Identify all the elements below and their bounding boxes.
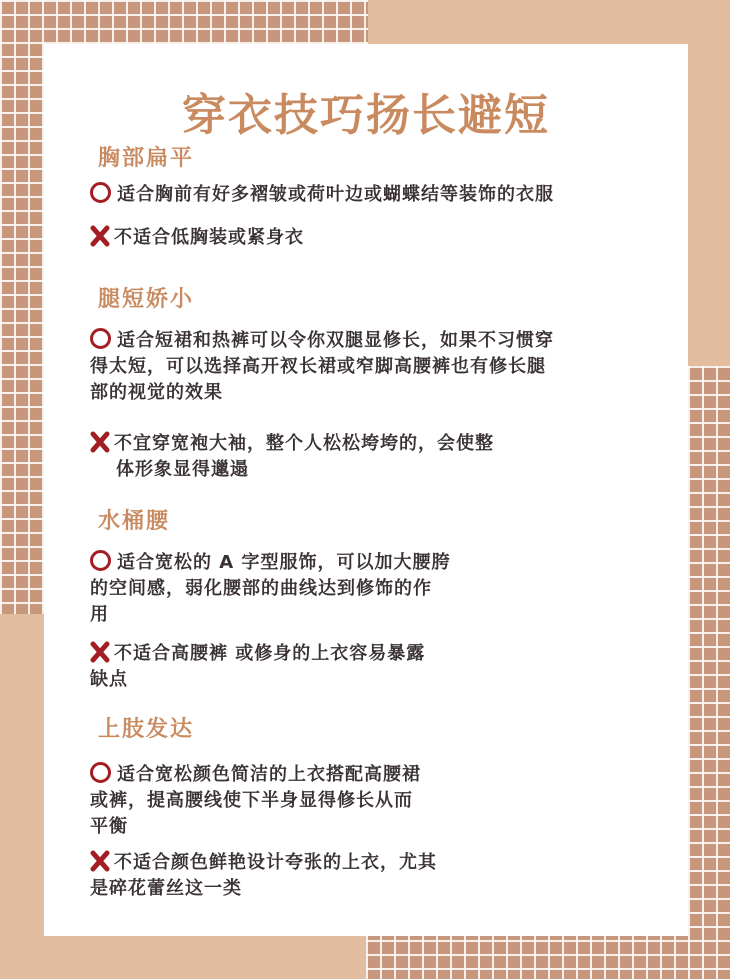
good-tip-chest: 适合胸前有好多褶皱或荷叶边或蝴蝶结等装饰的衣服 xyxy=(90,182,554,208)
circle-icon xyxy=(90,762,111,783)
good-tip-arms: 适合宽松颜色简洁的上衣搭配高腰裙 或裤，提高腰线使下半身显得修长从而 平衡 xyxy=(90,764,421,837)
page-title: 穿衣技巧扬长避短 xyxy=(182,90,550,141)
circle-icon xyxy=(90,550,111,571)
circle-icon xyxy=(90,182,111,203)
section-heading-chest: 胸部扁平 xyxy=(98,146,195,171)
cross-icon xyxy=(90,850,110,872)
good-tip-legs: 适合短裙和热裤可以令你双腿显修长，如果不习惯穿 得太短，可以选择高开衩长裙或窄脚高腰裤也有修长腿 部的视觉的效果 xyxy=(90,330,554,403)
cross-icon xyxy=(90,431,110,453)
bad-tip-waist: 不适合高腰裤 或修身的上衣容易暴露 缺点 xyxy=(90,643,426,690)
bad-tip-arms: 不适合颜色鲜艳设计夸张的上衣，尤其 是碎花蕾丝这一类 xyxy=(90,852,437,899)
content-card xyxy=(44,44,688,936)
cross-icon xyxy=(90,225,110,247)
circle-icon xyxy=(90,328,111,349)
bad-tip-chest: 不适合低胸装或紧身衣 xyxy=(90,225,304,251)
good-tip-waist: 适合宽松的 A 字型服饰，可以加大腰胯 的空间感，弱化腰部的曲线达到修饰的作 用 xyxy=(90,552,451,625)
cross-icon xyxy=(90,641,110,663)
section-heading-arms: 上肢发达 xyxy=(98,717,195,742)
section-heading-legs: 腿短娇小 xyxy=(98,287,195,312)
section-heading-waist: 水桶腰 xyxy=(98,509,171,534)
bad-tip-legs: 不宜穿宽袍大袖，整个人松松垮垮的，会使整 体形象显得邋遢 xyxy=(90,431,494,483)
